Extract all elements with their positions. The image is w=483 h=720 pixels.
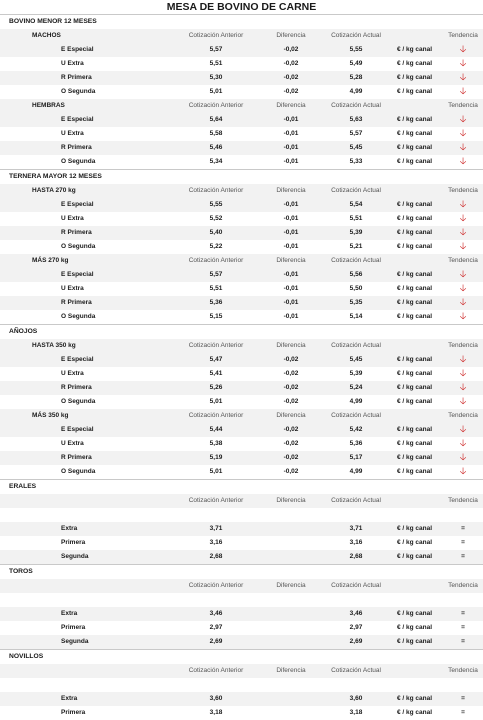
cotizacion-anterior-value: 5,51 xyxy=(209,285,223,292)
unit-label: € / kg canal xyxy=(397,271,433,278)
table-row xyxy=(0,57,483,71)
header-cotizacion-anterior: Cotización Anterior xyxy=(188,342,244,349)
down-arrow-icon: 🡣 xyxy=(459,58,467,69)
cotizacion-actual-value: 5,51 xyxy=(349,215,363,222)
diferencia-value: -0,01 xyxy=(283,215,299,222)
cotizacion-actual-value: 5,39 xyxy=(349,370,363,377)
table-row xyxy=(0,607,483,621)
table-row xyxy=(0,536,483,550)
group-title: MÁS 350 kg xyxy=(32,412,69,419)
cotizacion-anterior-value: 5,51 xyxy=(209,60,223,67)
diferencia-value: -0,02 xyxy=(283,440,299,447)
grade-label: O Segunda xyxy=(61,468,96,475)
grade-label: Primera xyxy=(61,624,86,631)
cotizacion-actual-value: 5,49 xyxy=(349,60,363,67)
cotizacion-anterior-value: 5,58 xyxy=(209,130,223,137)
grade-label: Extra xyxy=(61,525,78,532)
table-row xyxy=(0,141,483,155)
section-title: TERNERA MAYOR 12 MESES xyxy=(0,169,483,184)
header-diferencia: Diferencia xyxy=(276,257,306,264)
cotizacion-actual-value: 5,55 xyxy=(349,46,363,53)
equal-sign-icon: = xyxy=(461,539,465,546)
grade-label: U Extra xyxy=(61,215,84,222)
down-arrow-icon: 🡣 xyxy=(459,382,467,393)
header-cotizacion-anterior: Cotización Anterior xyxy=(188,257,244,264)
unit-label: € / kg canal xyxy=(397,299,433,306)
unit-label: € / kg canal xyxy=(397,709,433,716)
cotizacion-actual-value: 5,54 xyxy=(349,201,363,208)
table-row xyxy=(0,550,483,564)
table-row xyxy=(0,71,483,85)
column-header-row xyxy=(0,99,483,113)
cotizacion-anterior-value: 5,55 xyxy=(209,201,223,208)
header-diferencia: Diferencia xyxy=(276,32,306,39)
unit-label: € / kg canal xyxy=(397,624,433,631)
cotizacion-actual-value: 5,57 xyxy=(349,130,363,137)
cotizacion-actual-value: 3,46 xyxy=(349,610,363,617)
cotizacion-actual-value: 5,17 xyxy=(349,454,363,461)
grade-label: E Especial xyxy=(61,426,94,433)
cotizacion-actual-value: 5,45 xyxy=(349,144,363,151)
equal-sign-icon: = xyxy=(461,553,465,560)
table-row xyxy=(0,212,483,226)
section-title: TOROS xyxy=(0,564,483,579)
diferencia-value: -0,02 xyxy=(283,74,299,81)
cotizacion-actual-value: 3,18 xyxy=(349,709,363,716)
header-tendencia: Tendencia xyxy=(448,257,478,264)
column-header-row xyxy=(0,29,483,43)
grade-label: O Segunda xyxy=(61,243,96,250)
table-row xyxy=(0,395,483,409)
cotizacion-anterior-value: 5,52 xyxy=(209,215,223,222)
cotizacion-actual-value: 2,68 xyxy=(349,553,363,560)
unit-label: € / kg canal xyxy=(397,695,433,702)
unit-label: € / kg canal xyxy=(397,229,433,236)
unit-label: € / kg canal xyxy=(397,454,433,461)
diferencia-value: -0,02 xyxy=(283,384,299,391)
unit-label: € / kg canal xyxy=(397,201,433,208)
equal-sign-icon: = xyxy=(461,695,465,702)
group-title: HASTA 350 kg xyxy=(32,342,76,349)
header-cotizacion-actual: Cotización Actual xyxy=(331,187,381,194)
cotizacion-anterior-value: 5,44 xyxy=(209,426,223,433)
table-row xyxy=(0,635,483,649)
header-cotizacion-actual: Cotización Actual xyxy=(331,497,381,504)
header-tendencia: Tendencia xyxy=(448,497,478,504)
down-arrow-icon: 🡣 xyxy=(459,86,467,97)
table-row xyxy=(0,155,483,169)
grade-label: E Especial xyxy=(61,356,94,363)
down-arrow-icon: 🡣 xyxy=(459,438,467,449)
table-row xyxy=(0,226,483,240)
cotizacion-actual-value: 2,97 xyxy=(349,624,363,631)
grade-label: Primera xyxy=(61,539,86,546)
grade-label: O Segunda xyxy=(61,313,96,320)
equal-sign-icon: = xyxy=(461,638,465,645)
cotizacion-anterior-value: 5,26 xyxy=(209,384,223,391)
cotizacion-anterior-value: 3,60 xyxy=(209,695,223,702)
header-cotizacion-actual: Cotización Actual xyxy=(331,667,381,674)
cotizacion-anterior-value: 5,01 xyxy=(209,468,223,475)
grade-label: E Especial xyxy=(61,271,94,278)
down-arrow-icon: 🡣 xyxy=(459,354,467,365)
grade-label: R Primera xyxy=(61,384,92,391)
grade-label: E Especial xyxy=(61,46,94,53)
table-row xyxy=(0,706,483,720)
table-row xyxy=(0,451,483,465)
table-row xyxy=(0,296,483,310)
column-header-row xyxy=(0,254,483,268)
header-cotizacion-anterior: Cotización Anterior xyxy=(188,582,244,589)
cotizacion-actual-value: 4,99 xyxy=(349,88,363,95)
table-row xyxy=(0,113,483,127)
diferencia-value: -0,01 xyxy=(283,116,299,123)
header-diferencia: Diferencia xyxy=(276,342,306,349)
table-row xyxy=(0,437,483,451)
grade-label: O Segunda xyxy=(61,158,96,165)
price-table xyxy=(0,14,483,720)
section-title: BOVINO MENOR 12 MESES xyxy=(0,14,483,29)
cotizacion-anterior-value: 5,22 xyxy=(209,243,223,250)
header-tendencia: Tendencia xyxy=(448,582,478,589)
header-diferencia: Diferencia xyxy=(276,497,306,504)
unit-label: € / kg canal xyxy=(397,638,433,645)
cotizacion-actual-value: 5,45 xyxy=(349,356,363,363)
page-title: MESA DE BOVINO DE CARNE xyxy=(0,0,483,14)
cotizacion-anterior-value: 3,46 xyxy=(209,610,223,617)
cotizacion-anterior-value: 5,01 xyxy=(209,88,223,95)
unit-label: € / kg canal xyxy=(397,398,433,405)
header-tendencia: Tendencia xyxy=(448,32,478,39)
cotizacion-anterior-value: 3,71 xyxy=(209,525,223,532)
section-title: NOVILLOS xyxy=(0,649,483,664)
table-row xyxy=(0,127,483,141)
cotizacion-anterior-value: 5,15 xyxy=(209,313,223,320)
unit-label: € / kg canal xyxy=(397,384,433,391)
section-title: AÑOJOS xyxy=(0,324,483,339)
cotizacion-actual-value: 5,42 xyxy=(349,426,363,433)
cotizacion-anterior-value: 5,19 xyxy=(209,454,223,461)
grade-label: U Extra xyxy=(61,285,84,292)
header-tendencia: Tendencia xyxy=(448,187,478,194)
cotizacion-actual-value: 5,33 xyxy=(349,158,363,165)
grade-label: E Especial xyxy=(61,116,94,123)
grade-label: U Extra xyxy=(61,130,84,137)
down-arrow-icon: 🡣 xyxy=(459,199,467,210)
cotizacion-anterior-value: 5,57 xyxy=(209,46,223,53)
header-cotizacion-anterior: Cotización Anterior xyxy=(188,102,244,109)
down-arrow-icon: 🡣 xyxy=(459,44,467,55)
unit-label: € / kg canal xyxy=(397,243,433,250)
unit-label: € / kg canal xyxy=(397,215,433,222)
header-cotizacion-actual: Cotización Actual xyxy=(331,32,381,39)
header-cotizacion-actual: Cotización Actual xyxy=(331,257,381,264)
down-arrow-icon: 🡣 xyxy=(459,142,467,153)
grade-label: U Extra xyxy=(61,60,84,67)
header-diferencia: Diferencia xyxy=(276,582,306,589)
diferencia-value: -0,01 xyxy=(283,201,299,208)
cotizacion-anterior-value: 5,46 xyxy=(209,144,223,151)
cotizacion-anterior-value: 2,69 xyxy=(209,638,223,645)
down-arrow-icon: 🡣 xyxy=(459,128,467,139)
cotizacion-anterior-value: 3,18 xyxy=(209,709,223,716)
header-tendencia: Tendencia xyxy=(448,342,478,349)
cotizacion-actual-value: 3,71 xyxy=(349,525,363,532)
grade-label: O Segunda xyxy=(61,88,96,95)
cotizacion-actual-value: 5,50 xyxy=(349,285,363,292)
diferencia-value: -0,01 xyxy=(283,299,299,306)
group-title: HASTA 270 kg xyxy=(32,187,76,194)
cotizacion-anterior-value: 5,41 xyxy=(209,370,223,377)
unit-label: € / kg canal xyxy=(397,426,433,433)
unit-label: € / kg canal xyxy=(397,74,433,81)
cotizacion-actual-value: 5,14 xyxy=(349,313,363,320)
unit-label: € / kg canal xyxy=(397,553,433,560)
blank-row xyxy=(0,508,483,522)
down-arrow-icon: 🡣 xyxy=(459,241,467,252)
blank-row xyxy=(0,593,483,607)
equal-sign-icon: = xyxy=(461,525,465,532)
section-title: ERALES xyxy=(0,479,483,494)
cotizacion-anterior-value: 2,68 xyxy=(209,553,223,560)
diferencia-value: -0,01 xyxy=(283,243,299,250)
diferencia-value: -0,02 xyxy=(283,454,299,461)
down-arrow-icon: 🡣 xyxy=(459,311,467,322)
grade-label: R Primera xyxy=(61,229,92,236)
unit-label: € / kg canal xyxy=(397,60,433,67)
cotizacion-actual-value: 5,36 xyxy=(349,440,363,447)
header-cotizacion-anterior: Cotización Anterior xyxy=(188,412,244,419)
cotizacion-anterior-value: 2,97 xyxy=(209,624,223,631)
cotizacion-actual-value: 2,69 xyxy=(349,638,363,645)
table-row xyxy=(0,621,483,635)
table-row xyxy=(0,367,483,381)
table-row xyxy=(0,381,483,395)
unit-label: € / kg canal xyxy=(397,610,433,617)
down-arrow-icon: 🡣 xyxy=(459,72,467,83)
cotizacion-actual-value: 5,56 xyxy=(349,271,363,278)
table-row xyxy=(0,310,483,324)
table-row xyxy=(0,522,483,536)
down-arrow-icon: 🡣 xyxy=(459,424,467,435)
diferencia-value: -0,02 xyxy=(283,60,299,67)
unit-label: € / kg canal xyxy=(397,285,433,292)
cotizacion-actual-value: 5,63 xyxy=(349,116,363,123)
table-row xyxy=(0,240,483,254)
down-arrow-icon: 🡣 xyxy=(459,297,467,308)
diferencia-value: -0,01 xyxy=(283,229,299,236)
table-row xyxy=(0,692,483,706)
header-cotizacion-actual: Cotización Actual xyxy=(331,102,381,109)
diferencia-value: -0,01 xyxy=(283,285,299,292)
grade-label: O Segunda xyxy=(61,398,96,405)
down-arrow-icon: 🡣 xyxy=(459,213,467,224)
cotizacion-anterior-value: 5,01 xyxy=(209,398,223,405)
grade-label: E Especial xyxy=(61,201,94,208)
grade-label: Segunda xyxy=(61,638,89,645)
table-row xyxy=(0,353,483,367)
header-cotizacion-actual: Cotización Actual xyxy=(331,342,381,349)
cotizacion-actual-value: 3,60 xyxy=(349,695,363,702)
diferencia-value: -0,01 xyxy=(283,144,299,151)
table-row xyxy=(0,268,483,282)
unit-label: € / kg canal xyxy=(397,130,433,137)
grade-label: R Primera xyxy=(61,74,92,81)
grade-label: U Extra xyxy=(61,370,84,377)
diferencia-value: -0,01 xyxy=(283,158,299,165)
cotizacion-actual-value: 3,16 xyxy=(349,539,363,546)
diferencia-value: -0,02 xyxy=(283,356,299,363)
grade-label: R Primera xyxy=(61,299,92,306)
header-cotizacion-actual: Cotización Actual xyxy=(331,412,381,419)
cotizacion-actual-value: 4,99 xyxy=(349,398,363,405)
down-arrow-icon: 🡣 xyxy=(459,466,467,477)
grade-label: R Primera xyxy=(61,144,92,151)
header-diferencia: Diferencia xyxy=(276,412,306,419)
cotizacion-actual-value: 5,35 xyxy=(349,299,363,306)
unit-label: € / kg canal xyxy=(397,539,433,546)
cotizacion-anterior-value: 5,57 xyxy=(209,271,223,278)
diferencia-value: -0,01 xyxy=(283,271,299,278)
column-header-row xyxy=(0,579,483,593)
down-arrow-icon: 🡣 xyxy=(459,452,467,463)
cotizacion-actual-value: 5,24 xyxy=(349,384,363,391)
grade-label: Segunda xyxy=(61,553,89,560)
down-arrow-icon: 🡣 xyxy=(459,114,467,125)
header-tendencia: Tendencia xyxy=(448,102,478,109)
diferencia-value: -0,02 xyxy=(283,370,299,377)
unit-label: € / kg canal xyxy=(397,468,433,475)
header-diferencia: Diferencia xyxy=(276,102,306,109)
diferencia-value: -0,01 xyxy=(283,130,299,137)
column-header-row xyxy=(0,494,483,508)
down-arrow-icon: 🡣 xyxy=(459,269,467,280)
table-row xyxy=(0,43,483,57)
diferencia-value: -0,02 xyxy=(283,46,299,53)
equal-sign-icon: = xyxy=(461,610,465,617)
table-row xyxy=(0,282,483,296)
diferencia-value: -0,01 xyxy=(283,313,299,320)
header-cotizacion-anterior: Cotización Anterior xyxy=(188,497,244,504)
unit-label: € / kg canal xyxy=(397,46,433,53)
down-arrow-icon: 🡣 xyxy=(459,227,467,238)
grade-label: Extra xyxy=(61,610,78,617)
down-arrow-icon: 🡣 xyxy=(459,156,467,167)
equal-sign-icon: = xyxy=(461,709,465,716)
unit-label: € / kg canal xyxy=(397,116,433,123)
blank-row xyxy=(0,678,483,692)
table-row xyxy=(0,198,483,212)
diferencia-value: -0,02 xyxy=(283,426,299,433)
group-title: MACHOS xyxy=(32,32,61,39)
unit-label: € / kg canal xyxy=(397,356,433,363)
unit-label: € / kg canal xyxy=(397,88,433,95)
unit-label: € / kg canal xyxy=(397,313,433,320)
table-row xyxy=(0,423,483,437)
cotizacion-anterior-value: 5,30 xyxy=(209,74,223,81)
down-arrow-icon: 🡣 xyxy=(459,283,467,294)
header-diferencia: Diferencia xyxy=(276,187,306,194)
unit-label: € / kg canal xyxy=(397,370,433,377)
cotizacion-anterior-value: 5,36 xyxy=(209,299,223,306)
grade-label: Extra xyxy=(61,695,78,702)
header-tendencia: Tendencia xyxy=(448,412,478,419)
header-cotizacion-actual: Cotización Actual xyxy=(331,582,381,589)
cotizacion-actual-value: 5,21 xyxy=(349,243,363,250)
cotizacion-actual-value: 5,39 xyxy=(349,229,363,236)
unit-label: € / kg canal xyxy=(397,440,433,447)
diferencia-value: -0,02 xyxy=(283,398,299,405)
unit-label: € / kg canal xyxy=(397,525,433,532)
header-cotizacion-anterior: Cotización Anterior xyxy=(188,667,244,674)
column-header-row xyxy=(0,409,483,423)
header-cotizacion-anterior: Cotización Anterior xyxy=(188,187,244,194)
grade-label: U Extra xyxy=(61,440,84,447)
cotizacion-actual-value: 5,28 xyxy=(349,74,363,81)
down-arrow-icon: 🡣 xyxy=(459,396,467,407)
header-diferencia: Diferencia xyxy=(276,667,306,674)
cotizacion-actual-value: 4,99 xyxy=(349,468,363,475)
equal-sign-icon: = xyxy=(461,624,465,631)
column-header-row xyxy=(0,184,483,198)
cotizacion-anterior-value: 5,47 xyxy=(209,356,223,363)
cotizacion-anterior-value: 5,34 xyxy=(209,158,223,165)
diferencia-value: -0,02 xyxy=(283,468,299,475)
header-cotizacion-anterior: Cotización Anterior xyxy=(188,32,244,39)
cotizacion-anterior-value: 5,40 xyxy=(209,229,223,236)
diferencia-value: -0,02 xyxy=(283,88,299,95)
table-row xyxy=(0,85,483,99)
cotizacion-anterior-value: 3,16 xyxy=(209,539,223,546)
down-arrow-icon: 🡣 xyxy=(459,368,467,379)
column-header-row xyxy=(0,339,483,353)
grade-label: Primera xyxy=(61,709,86,716)
group-title: HEMBRAS xyxy=(32,102,65,109)
grade-label: R Primera xyxy=(61,454,92,461)
cotizacion-anterior-value: 5,38 xyxy=(209,440,223,447)
group-title: MÁS 270 kg xyxy=(32,257,69,264)
table-row xyxy=(0,465,483,479)
header-tendencia: Tendencia xyxy=(448,667,478,674)
unit-label: € / kg canal xyxy=(397,144,433,151)
unit-label: € / kg canal xyxy=(397,158,433,165)
cotizacion-anterior-value: 5,64 xyxy=(209,116,223,123)
